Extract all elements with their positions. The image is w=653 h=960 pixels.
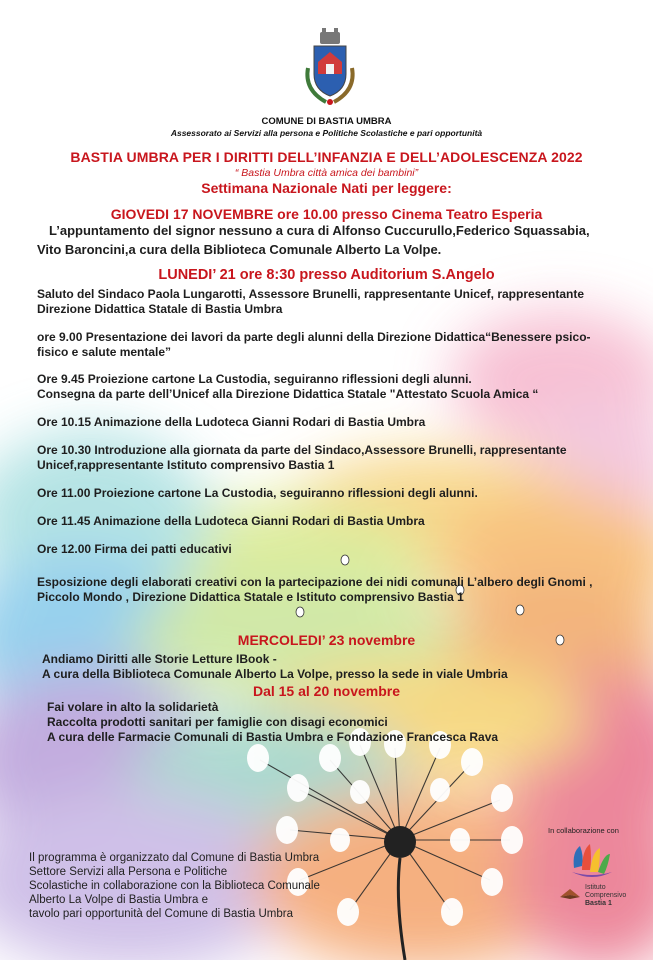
coat-of-arms-logo bbox=[300, 28, 360, 108]
schedule-item: ore 9.00 Presentazione dei lavori da parte degli alunni della Direzione Didattica“Benessere psico- bbox=[37, 330, 591, 344]
schedule-item: Ore 10.30 Introduzione alla giornata da parte del Sindaco,Assessore Brunelli, rappresentante bbox=[37, 443, 567, 457]
istituto-line: Comprensivo bbox=[585, 892, 627, 899]
week-heading: Settimana Nazionale Nati per leggere: bbox=[201, 180, 452, 196]
schedule-item: Consegna da parte dell’Unicef alla Direzione Didattica Statale "Attestato Scuola Amica “ bbox=[37, 387, 539, 401]
event4-heading: Dal 15 al 20 novembre bbox=[252, 683, 401, 699]
schedule-item: fisico e salute mentale” bbox=[37, 345, 172, 359]
schedule-item: Ore 11.00 Proiezione cartone La Custodia, seguiranno riflessioni degli alunni. bbox=[37, 486, 478, 500]
organizer-line: Settore Servizi alla Persona e Politiche bbox=[29, 866, 228, 878]
organizer-line: tavolo pari opportunità del Comune di Bastia Umbra bbox=[29, 908, 294, 920]
schedule-item: Unicef,rappresentante Istituto comprensivo Bastia 1 bbox=[37, 458, 335, 472]
hands-logo bbox=[568, 838, 616, 882]
event4-line3: A cura delle Farmacie Comunali di Bastia Umbra e Fondazione Francesca Rava bbox=[47, 730, 499, 744]
schedule-item: Direzione Didattica Statale di Bastia Umbra bbox=[37, 302, 283, 316]
schedule-item: Ore 9.45 Proiezione cartone La Custodia, seguiranno riflessioni degli alunni. bbox=[37, 372, 472, 386]
municipality-name: COMUNE DI BASTIA UMBRA bbox=[261, 116, 392, 127]
event4-line1: Fai volare in alto la solidarietà bbox=[47, 700, 219, 714]
schedule-item: Piccolo Mondo , Direzione Didattica Statale e Istituto comprensivo Bastia 1 bbox=[37, 590, 464, 604]
event3-line2: A cura della Biblioteca Comunale Alberto La Volpe, presso la sede in viale Umbria bbox=[42, 667, 508, 681]
book-icon bbox=[558, 885, 582, 901]
schedule-item: Esposizione degli elaborati creativi con la partecipazione dei nidi comunali L’albero degli Gnomi , bbox=[37, 575, 593, 589]
schedule-item: Saluto del Sindaco Paola Lungarotti, Assessore Brunelli, rappresentante Unicef, rappresentante bbox=[37, 287, 585, 301]
istituto-line: Bastia 1 bbox=[585, 900, 612, 907]
event3-heading: MERCOLEDI’ 23 novembre bbox=[237, 632, 416, 648]
organizer-line: Il programma è organizzato dal Comune di Bastia Umbra bbox=[29, 852, 320, 864]
event1-heading: GIOVEDI 17 NOVEMBRE ore 10.00 presso Cinema Teatro Esperia bbox=[110, 206, 543, 222]
schedule-item: Ore 11.45 Animazione della Ludoteca Gianni Rodari di Bastia Umbra bbox=[37, 514, 425, 528]
schedule-item: Ore 12.00 Firma dei patti educativi bbox=[37, 542, 232, 556]
event2-heading: LUNEDI’ 21 ore 8:30 presso Auditorium S.Angelo bbox=[158, 267, 495, 283]
page-title: BASTIA UMBRA PER I DIRITTI DELL’INFANZIA E DELL’ADOLESCENZA 2022 bbox=[70, 149, 583, 165]
organizer-line: Alberto La Volpe di Bastia Umbra e bbox=[29, 894, 208, 906]
page-subtitle: “ Bastia Umbra città amica dei bambini” bbox=[234, 167, 419, 179]
istituto-line: Istituto bbox=[585, 884, 606, 891]
organizer-note bbox=[29, 851, 349, 921]
istituto-label bbox=[585, 884, 626, 908]
event1-line2: Vito Baroncini,a cura della Biblioteca Comunale Alberto La Volpe. bbox=[37, 242, 442, 257]
event1-line1: L’appuntamento del signor nessuno a cura di Alfonso Cuccurullo,Federico Squassabia, bbox=[49, 223, 590, 238]
event4-line2: Raccolta prodotti sanitari per famiglie con disagi economici bbox=[47, 715, 388, 729]
collaboration-label: In collaborazione con bbox=[548, 826, 619, 835]
department-name: Assessorato ai Servizi alla persona e Politiche Scolastiche e pari opportunità bbox=[170, 128, 483, 138]
organizer-line: Scolastiche in collaborazione con la Biblioteca Comunale bbox=[29, 880, 320, 892]
schedule-item: Ore 10.15 Animazione della Ludoteca Gianni Rodari di Bastia Umbra bbox=[37, 415, 426, 429]
event3-line1: Andiamo Diritti alle Storie Letture IBook - bbox=[42, 652, 277, 666]
